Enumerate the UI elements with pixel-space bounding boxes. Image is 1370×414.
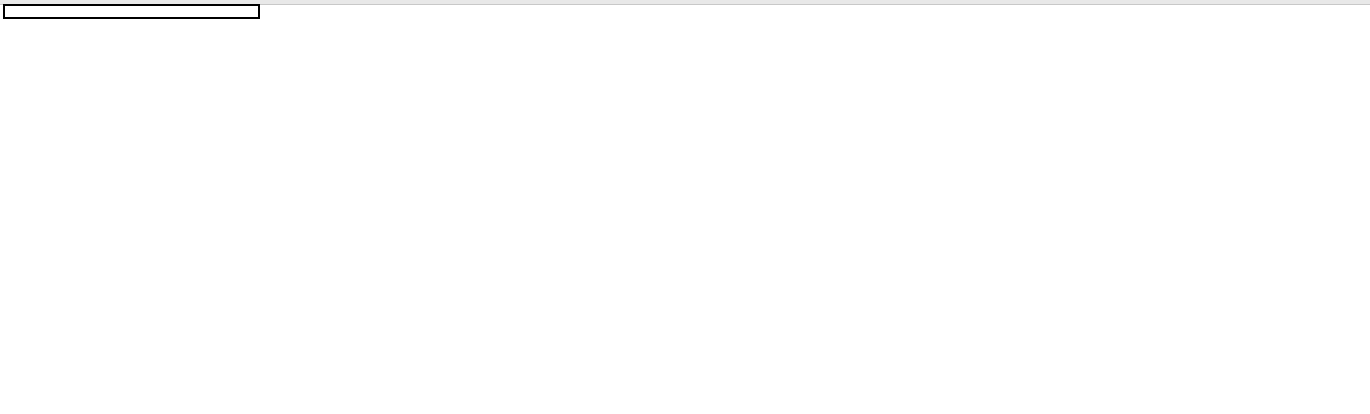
- sheet-title-cell[interactable]: [3, 4, 260, 19]
